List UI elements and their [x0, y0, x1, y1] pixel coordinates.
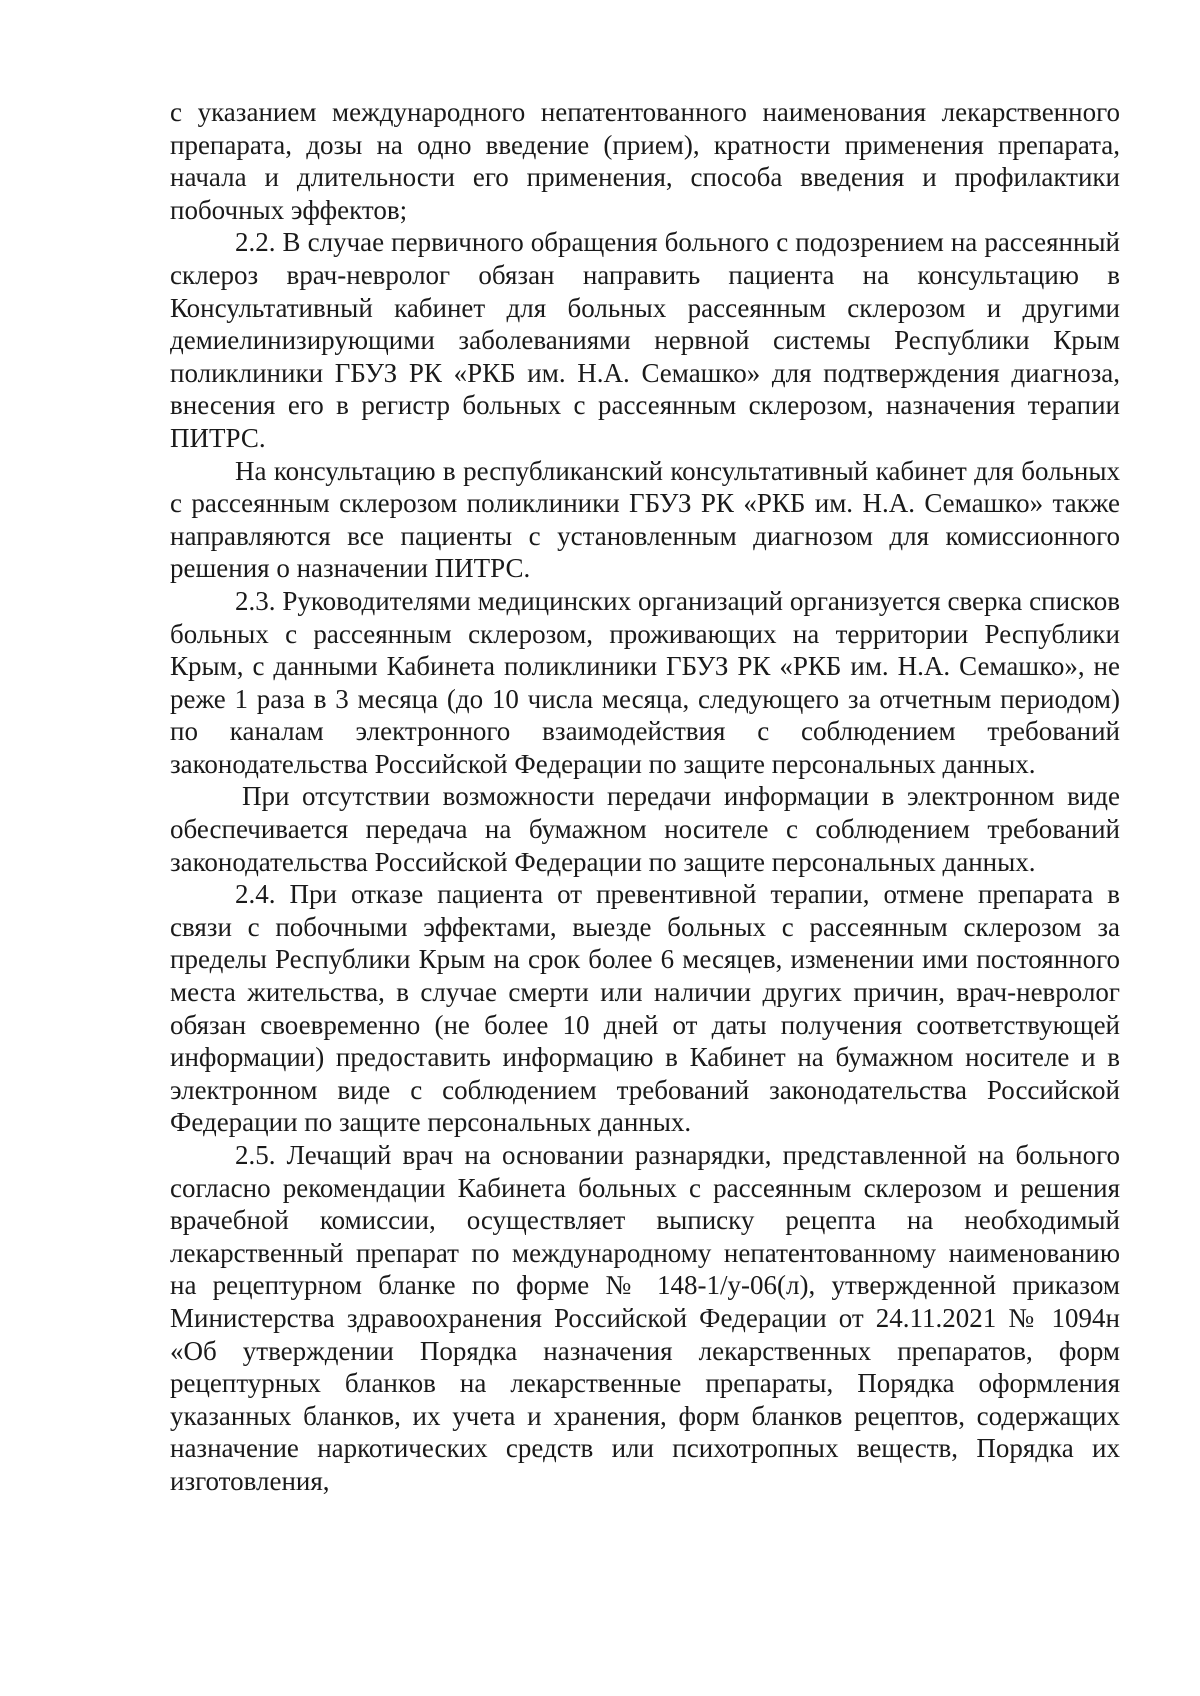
paragraph-2-4: 2.4. При отказе пациента от превентивной терапии, отмене препарата в связи с побочными эффектами, выезде больных с рассеянным склерозом за пределы Республики Крым на срок более 6 месяцев, изменении ими постоянного места жительства, в случае смерти или наличии других причин, врач-невролог обязан своевременно (не более 10 дней от даты получения соответствующей информации) предоставить информацию в Кабинет на бумажном носителе и в электронном виде с соблюдением требований законодательства Российской Федерации по защите персональных данных. — [170, 879, 1120, 1138]
paragraph-paper-transfer: При отсутствии возможности передачи информации в электронном виде обеспечивается передача на бумажном носителе с соблюдением требований законодательства Российской Федерации по защите персональных данных. — [170, 781, 1120, 877]
document-body — [170, 96, 1120, 1498]
paragraph-2-2: 2.2. В случае первичного обращения больного с подозрением на рассеянный склероз врач-невролог обязан направить пациента на консультацию в Консультативный кабинет для больных рассеянным склерозом и другими демиелинизирующими заболеваниями нервной системы Республики Крым поликлиники ГБУЗ РК «РКБ им. Н.А. Семашко» для подтверждения диагноза, внесения его в регистр больных с рассеянным склерозом, назначения терапии ПИТРС. — [170, 227, 1120, 453]
paragraph-2-3: 2.3. Руководителями медицинских организаций организуется сверка списков больных с рассеянным склерозом, проживающих на территории Республики Крым, с данными Кабинета поликлиники ГБУЗ РК «РКБ им. Н.А. Семашко», не реже 1 раза в 3 месяца (до 10 числа месяца, следующего за отчетным периодом) по каналам электронного взаимодействия с соблюдением требований законодательства Российской Федерации по защите персональных данных. — [170, 585, 1120, 779]
paragraph-consultation: На консультацию в республиканский консультативный кабинет для больных с рассеянным склерозом поликлиники ГБУЗ РК «РКБ им. Н.А. Семашко» также направляются все пациенты с установленным диагнозом для комиссионного решения о назначении ПИТРС. — [170, 455, 1120, 584]
paragraph-2-5: 2.5. Лечащий врач на основании разнарядки, представленной на больного согласно рекомендации Кабинета больных с рассеянным склерозом и решения врачебной комиссии, осуществляет выписку рецепта на необходимый лекарственный препарат по международному непатентованному наименованию на рецептурном бланке по форме № 148-1/у-06(л), утвержденной приказом Министерства здравоохранения Российской Федерации от 24.11.2021 № 1094н «Об утверждении Порядка назначения лекарственных препаратов, форм рецептурных бланков на лекарственные препараты, Порядка оформления указанных бланков, их учета и хранения, форм бланков рецептов, содержащих назначение наркотических средств или психотропных веществ, Порядка их изготовления, — [170, 1140, 1120, 1496]
paragraph-continuation: с указанием международного непатентованного наименования лекарственного препарата, дозы на одно введение (прием), кратности применения препарата, начала и длительности его применения, способа введения и профилактики побочных эффектов; — [170, 97, 1120, 225]
